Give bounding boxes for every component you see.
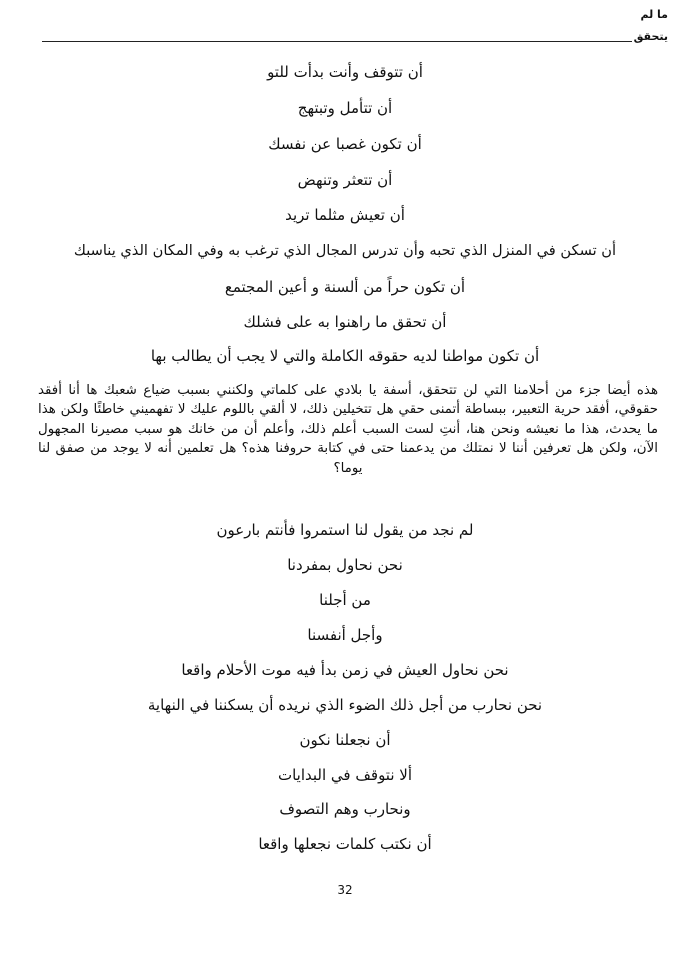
page-number: 32: [337, 883, 353, 897]
header-top-text: ما لم: [640, 8, 668, 21]
text-line: ونحارب وهم التصوف: [279, 800, 411, 818]
text-line: نحن نحاول العيش في زمن بدأ فيه موت الأحلام واقعا: [181, 661, 509, 679]
header-rule: [42, 41, 632, 42]
text-line: أن تعيش مثلما تريد: [285, 206, 405, 224]
text-line: أن نجعلنا نكون: [299, 731, 391, 749]
text-line: لم نجد من يقول لنا استمروا فأنتم بارعون: [216, 521, 474, 539]
text-line: نحن نحارب من أجل ذلك الضوء الذي نريده أن يسكننا في النهاية: [147, 696, 543, 714]
text-line: وأجل أنفسنا: [307, 626, 383, 644]
text-line: أن تتأمل وتبتهج: [297, 99, 393, 117]
text-line: أن تسكن في المنزل الذي تحبه وأن تدرس المجال الذي ترغب به وفي المكان الذي يناسبك: [73, 242, 617, 259]
body-paragraph: هذه أيضا جزء من أحلامنا التي لن تتحقق، أسفة يا بلادي على كلماتي ولكنني بسبب ضياع شعبك ها أنا أفقد حقوقي، أفقد حرية التعبير، ببساطة أتمنى حقي هل تتخيلين ذلك، لا ألقي باللوم عليك لا تفهميني خاطئًا ولكن هذا ما يحدث، هذا ما نعيشه ونحن هنا، أنتِ لست السبب أعلم ذلك، وأعلم أن من خانك هو سبب مصيرنا المجهول الآن، ولكن هل تعرفين أننا لا نمتلك من يدعمنا حتى في كتابة حروفنا هذه؟ هل تعلمين أنه لا يوجد من صفق لنا يوما؟: [38, 383, 658, 476]
header-title: يتحقق: [633, 30, 668, 43]
text-line: أن تتوقف وأنت بدأت للتو: [267, 63, 423, 81]
header-row: [42, 26, 668, 44]
text-line: أن تحقق ما راهنوا به على فشلك: [243, 313, 447, 331]
text-line: أن نكتب كلمات نجعلها واقعا: [258, 835, 432, 853]
text-line: أن تكون مواطنا لديه حقوقه الكاملة والتي لا يجب أن يطالب بها: [150, 347, 540, 365]
text-line: نحن نحاول بمفردنا: [287, 556, 403, 574]
text-line: أن تتعثر وتنهض: [297, 171, 393, 189]
text-line: ألا نتوقف في البدايات: [277, 766, 413, 784]
text-line: من أجلنا: [319, 591, 371, 609]
text-line: أن تكون غصبا عن نفسك: [268, 135, 422, 153]
text-line: أن تكون حراً من ألسنة و أعين المجتمع: [224, 278, 466, 296]
